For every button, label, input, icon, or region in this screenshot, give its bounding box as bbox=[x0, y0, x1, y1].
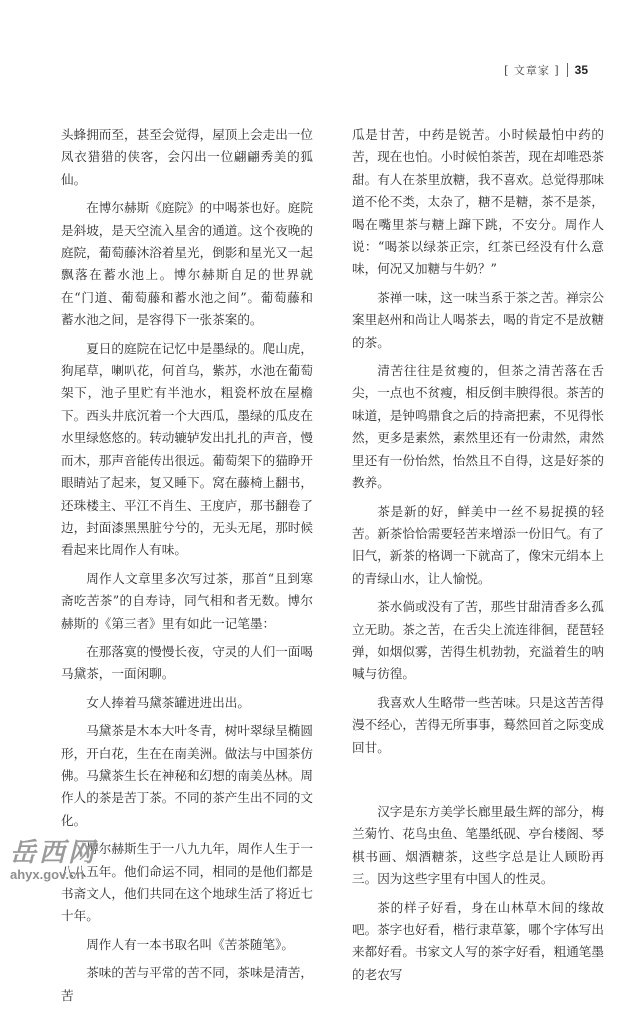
page-number: 35 bbox=[574, 63, 588, 77]
section-label: [ 文章家 ] bbox=[504, 64, 560, 77]
site-watermark bbox=[10, 832, 97, 882]
section-break bbox=[352, 765, 604, 801]
running-header bbox=[504, 62, 588, 78]
paragraph: 博尔赫斯生于一八九九年，周作人生于一八八五年。他们命运不同，相同的是他们都是书斋文人，他们共同在这个地球生活了将近七十年。 bbox=[61, 841, 313, 924]
quote-paragraph: 在那落寞的慢慢长夜，守灵的人们一面喝马黛茶，一面闲聊。 bbox=[61, 643, 313, 682]
watermark-url: ahyx.gov.cn bbox=[10, 867, 85, 882]
paragraph: 茶禅一味，这一味当系于茶之苦。禅宗公案里赵州和尚让人喝茶去，喝的肯定不是放糖的茶。 bbox=[352, 289, 604, 350]
paragraph: 茶的样子好看，身在山林草木间的缘故吧。茶字也好看，楷行隶草篆，哪个字体写出来都好看。书家文人写的茶字好看，粗通笔墨的老农写 bbox=[352, 899, 604, 982]
paragraph: 汉字是东方美学长廊里最生辉的部分，梅兰菊竹、花鸟虫鱼、笔墨纸砚、亭台楼阁、琴棋书画、烟酒糖茶，这些字总是让人顾盼再三。因为这些字里有中国人的性灵。 bbox=[352, 803, 604, 887]
paragraph: 瓜是甘苦，中药是锐苦。小时候最怕中药的苦，现在也怕。小时候怕茶苦，现在却唯恐茶甜。有人在茶里放糖，我不喜欢。总觉得那味道不伦不类，太杂了，糖不是糖，茶不是茶，喝在嘴里茶与糖上蹿下跳，不安分。周作人说：“喝茶以绿茶正宗，红茶已经没有什么意味，何况又加糖与牛奶？” bbox=[352, 127, 604, 277]
paragraph: 马黛茶是木本大叶冬青，树叶翠绿呈椭圆形，开白花，生在在南美洲。做法与中国茶仿佛。马黛茶生长在神秘和幻想的南美丛林。周作人的茶是苦丁茶。不同的茶产生出不同的文化。 bbox=[61, 723, 313, 828]
paragraph: 周作人有一本书取名叫《苦茶随笔》。 bbox=[86, 936, 294, 952]
watermark-logo: 岳西网 bbox=[10, 838, 98, 868]
paragraph: 我喜欢人生略带一些苦味。只是这苦苦得漫不经心，苦得无所事事，蓦然回首之际变成回甘。 bbox=[352, 694, 604, 755]
paragraph: 在博尔赫斯《庭院》的中喝茶也好。庭院是斜坡，是天空流入星舍的通道。这个夜晚的庭院，葡萄藤沐浴着星光，倒影和星光又一起飘落在蓄水池上。博尔赫斯自足的世界就在“门道、葡萄藤和蓄水池之间”。葡萄藤和蓄水池之间，是容得下一张茶案的。 bbox=[61, 200, 313, 328]
header-divider bbox=[567, 63, 568, 77]
paragraph: 茶水倘或没有了苦，那些甘甜清香多么孤立无助。茶之苦，在舌尖上流连徘徊，琵琶轻弹，如烟似雾，苦得生机勃勃，充溢着生的呐喊与彷徨。 bbox=[352, 599, 604, 682]
paragraph: 茶味的苦与平常的苦不同，茶味是清苦，苦 bbox=[61, 965, 313, 1003]
paragraph: 茶是新的好，鲜美中一丝不易捉摸的轻苦。新茶恰恰需要轻苦来增添一份旧气。有了旧气，新茶的格调一下就高了，像宋元绢本上的青绿山水，让人愉悦。 bbox=[352, 503, 604, 586]
right-column bbox=[352, 124, 604, 992]
quote-paragraph: 女人捧着马黛茶罐进进出出。 bbox=[86, 694, 250, 710]
paragraph: 周作人文章里多次写过茶，那首“且到寒斋吃苦茶”的自寿诗，同气相和者无数。博尔赫斯的《第三者》里有如此一记笔墨： bbox=[61, 570, 313, 631]
paragraph: 夏日的庭院在记忆中是墨绿的。爬山虎，狗尾草，喇叭花，何首乌，紫苏，水池在葡萄架下，池子里贮有半池水，粗瓷杯放在屋檐下。西头井底沉着一个大西瓜，墨绿的瓜皮在水里绿悠悠的。转动辘轳发出扎扎的声音，慢而木，那声音能传出很远。葡萄架下的猫睁开眼睛站了起来，复又睡下。窝在藤椅上翻书，还珠楼主、平江不肖生、王度庐，那书翻卷了边，封面漆黑黑脏兮兮的，无头无尾，那时候看起来比周作人有味。 bbox=[61, 340, 313, 558]
paragraph: 头蜂拥而至，甚至会觉得，屋顶上会走出一位凤衣猎猎的侠客，会闪出一位翩翩秀美的狐仙。 bbox=[61, 127, 313, 187]
paragraph: 清苦往往是贫瘦的，但茶之清苦落在舌尖，一点也不贫瘦，相反倒丰腴得很。茶苦的味道，是钟鸣鼎食之后的持斋把素，不见得怅然，更多是素然，素然里还有一份肃然，肃然里还有一份怡然，怡然且不自得，这是好茶的教养。 bbox=[352, 363, 604, 491]
left-column bbox=[61, 124, 313, 1013]
